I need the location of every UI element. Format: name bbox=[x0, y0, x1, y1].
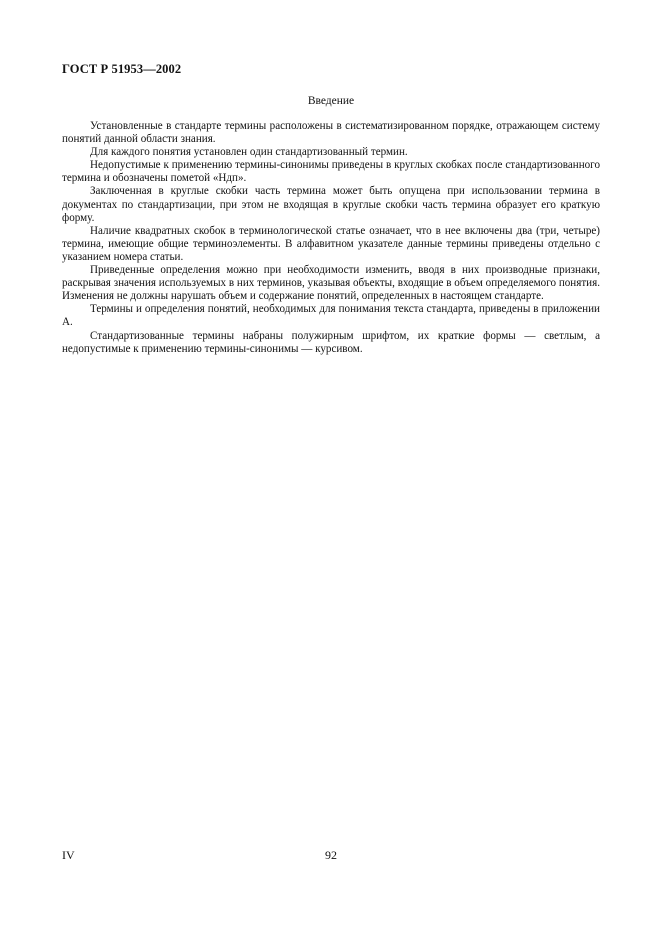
standard-code: ГОСТ Р 51953—2002 bbox=[62, 62, 182, 76]
paragraph: Стандартизованные термины набраны полужирным шрифтом, их краткие формы — светлым, а недопустимые к применению термины-синонимы — курсивом. bbox=[62, 329, 600, 355]
paragraph: Приведенные определения можно при необходимости изменить, вводя в них производные признаки, раскрывая значения используемых в них терминов, указывая объекты, входящие в объем определяемого понятия. Изменения не должны нарушать объем и содержание понятий, определенных в настоящем стандарте. bbox=[62, 264, 600, 303]
roman-page-number: IV bbox=[62, 848, 75, 862]
paragraph: Для каждого понятия установлен один стандартизованный термин. bbox=[90, 146, 408, 159]
paragraph: Недопустимые к применению термины-синонимы приведены в круглых скобках после стандартизованного термина и обозначены пометой «Ндп». bbox=[62, 159, 600, 185]
paragraph: Установленные в стандарте термины расположены в систематизированном порядке, отражающем систему понятий данной области знания. bbox=[62, 120, 600, 146]
section-title: Введение bbox=[307, 95, 355, 107]
paragraph: Заключенная в круглые скобки часть термина может быть опущена при использовании термина в документах по стандартизации, при этом не входящая в круглые скобки часть термина образует его краткую форму. bbox=[62, 185, 600, 224]
paragraph: Термины и определения понятий, необходимых для понимания текста стандарта, приведены в приложении А. bbox=[62, 303, 600, 329]
paragraph: Наличие квадратных скобок в терминологической статье означает, что в нее включены два (три, четыре) термина, имеющие общие терминоэлементы. В алфавитном указателе данные термины приведены отдельно с указанием номера статьи. bbox=[62, 224, 600, 263]
introduction-body bbox=[62, 120, 600, 356]
page-number: 92 bbox=[325, 848, 337, 862]
